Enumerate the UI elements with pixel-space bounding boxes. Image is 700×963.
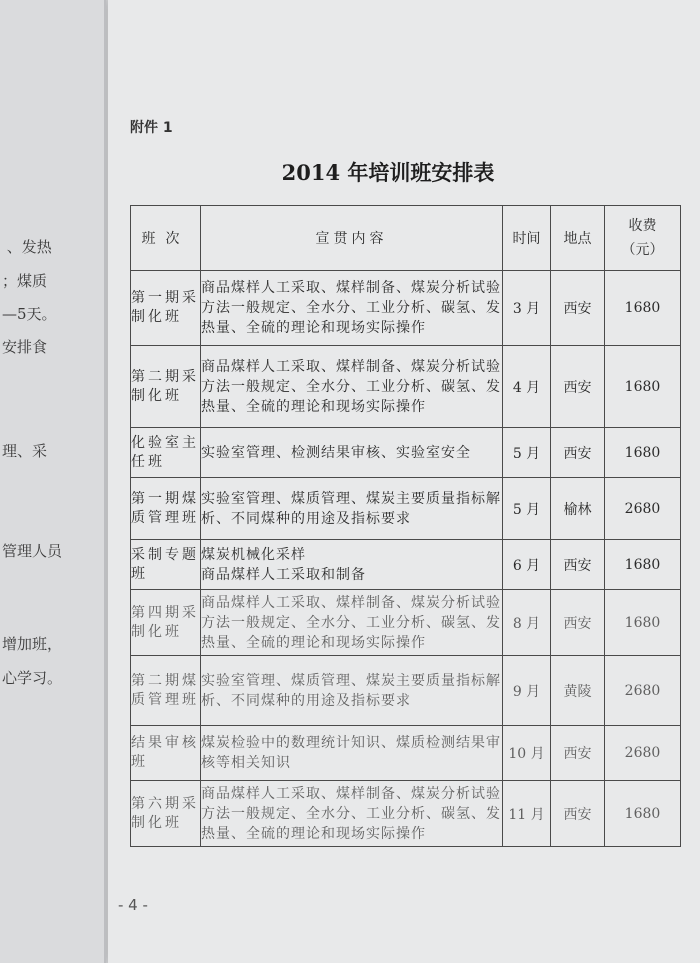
cell-time: 5 月 xyxy=(503,428,551,478)
cell-class: 第四期采制化班 xyxy=(131,590,201,656)
left-text-line: 增加班， xyxy=(2,635,63,653)
left-text-line: 心学习。 xyxy=(2,669,63,687)
training-schedule-table xyxy=(130,205,681,847)
cell-class: 结果审核班 xyxy=(131,726,201,781)
header-fee-line2: （元） xyxy=(621,242,664,258)
cell-content: 商品煤样人工采取、煤样制备、煤炭分析试验方法一般规定、全水分、工业分析、碳氢、发热量、全硫的理论和现场实际操作 xyxy=(201,271,503,346)
cell-fee: 2680 xyxy=(605,726,681,781)
cell-time: 5 月 xyxy=(503,478,551,540)
table-row xyxy=(131,656,681,726)
cell-fee: 1680 xyxy=(605,346,681,428)
cell-class: 第二期煤质管理班 xyxy=(131,656,201,726)
cell-place: 西安 xyxy=(551,271,605,346)
cell-place: 西安 xyxy=(551,540,605,590)
cell-class: 第一期煤质管理班 xyxy=(131,478,201,540)
header-fee xyxy=(605,206,681,271)
cell-class: 第二期采制化班 xyxy=(131,346,201,428)
cell-class: 采制专题班 xyxy=(131,540,201,590)
header-content: 宣贯内容 xyxy=(201,206,503,271)
cell-fee: 2680 xyxy=(605,656,681,726)
cell-content: 商品煤样人工采取、煤样制备、煤炭分析试验方法一般规定、全水分、工业分析、碳氢、发热量、全硫的理论和现场实际操作 xyxy=(201,346,503,428)
table-row xyxy=(131,540,681,590)
left-text-line: 、发热 xyxy=(2,238,52,256)
cell-content: 煤炭机械化采样 商品煤样人工采取和制备 xyxy=(201,540,503,590)
cell-time: 8 月 xyxy=(503,590,551,656)
cell-place: 榆林 xyxy=(551,478,605,540)
cell-time: 6 月 xyxy=(503,540,551,590)
cell-fee: 1680 xyxy=(605,428,681,478)
header-place: 地点 xyxy=(551,206,605,271)
left-text-line: 安排食 xyxy=(2,338,48,356)
cell-content: 商品煤样人工采取、煤样制备、煤炭分析试验方法一般规定、全水分、工业分析、碳氢、发热量、全硫的理论和现场实际操作 xyxy=(201,590,503,656)
header-time: 时间 xyxy=(503,206,551,271)
cell-time: 4 月 xyxy=(503,346,551,428)
cell-class: 第六期采制化班 xyxy=(131,781,201,847)
table-row xyxy=(131,271,681,346)
header-fee-line1: 收费 xyxy=(628,218,657,234)
table-row xyxy=(131,478,681,540)
left-text-line: ；煤质 xyxy=(2,272,48,290)
cell-place: 西安 xyxy=(551,428,605,478)
previous-page-edge xyxy=(0,0,106,963)
cell-fee: 1680 xyxy=(605,540,681,590)
attachment-label: 附件 1 xyxy=(130,120,173,136)
cell-time: 10 月 xyxy=(503,726,551,781)
page-title: 2014 年培训班安排表 xyxy=(281,160,495,185)
cell-place: 西安 xyxy=(551,346,605,428)
table-row xyxy=(131,428,681,478)
table-header-row xyxy=(131,206,681,271)
cell-content: 实验室管理、煤质管理、煤炭主要质量指标解析、不同煤种的用途及指标要求 xyxy=(201,478,503,540)
cell-class: 第一期采制化班 xyxy=(131,271,201,346)
table-row xyxy=(131,346,681,428)
cell-place: 西安 xyxy=(551,726,605,781)
cell-fee: 1680 xyxy=(605,781,681,847)
cell-content: 实验室管理、检测结果审核、实验室安全 xyxy=(201,428,503,478)
cell-content: 煤炭检验中的数理统计知识、煤质检测结果审核等相关知识 xyxy=(201,726,503,781)
cell-class: 化验室主任班 xyxy=(131,428,201,478)
table-row xyxy=(131,781,681,847)
cell-time: 9 月 xyxy=(503,656,551,726)
cell-place: 西安 xyxy=(551,781,605,847)
left-text-line: 管理人员 xyxy=(2,542,63,560)
page-number: - 4 - xyxy=(118,896,148,914)
left-text-line: 理、采 xyxy=(2,442,48,460)
document-page xyxy=(108,0,700,963)
cell-fee: 1680 xyxy=(605,271,681,346)
table-row xyxy=(131,590,681,656)
left-text-line: —5天。 xyxy=(2,305,57,323)
cell-place: 西安 xyxy=(551,590,605,656)
cell-content: 商品煤样人工采取、煤样制备、煤炭分析试验方法一般规定、全水分、工业分析、碳氢、发热量、全硫的理论和现场实际操作 xyxy=(201,781,503,847)
cell-time: 3 月 xyxy=(503,271,551,346)
cell-time: 11 月 xyxy=(503,781,551,847)
cell-fee: 1680 xyxy=(605,590,681,656)
cell-content: 实验室管理、煤质管理、煤炭主要质量指标解析、不同煤种的用途及指标要求 xyxy=(201,656,503,726)
cell-place: 黄陵 xyxy=(551,656,605,726)
header-class: 班次 xyxy=(131,206,201,271)
cell-fee: 2680 xyxy=(605,478,681,540)
table-row xyxy=(131,726,681,781)
